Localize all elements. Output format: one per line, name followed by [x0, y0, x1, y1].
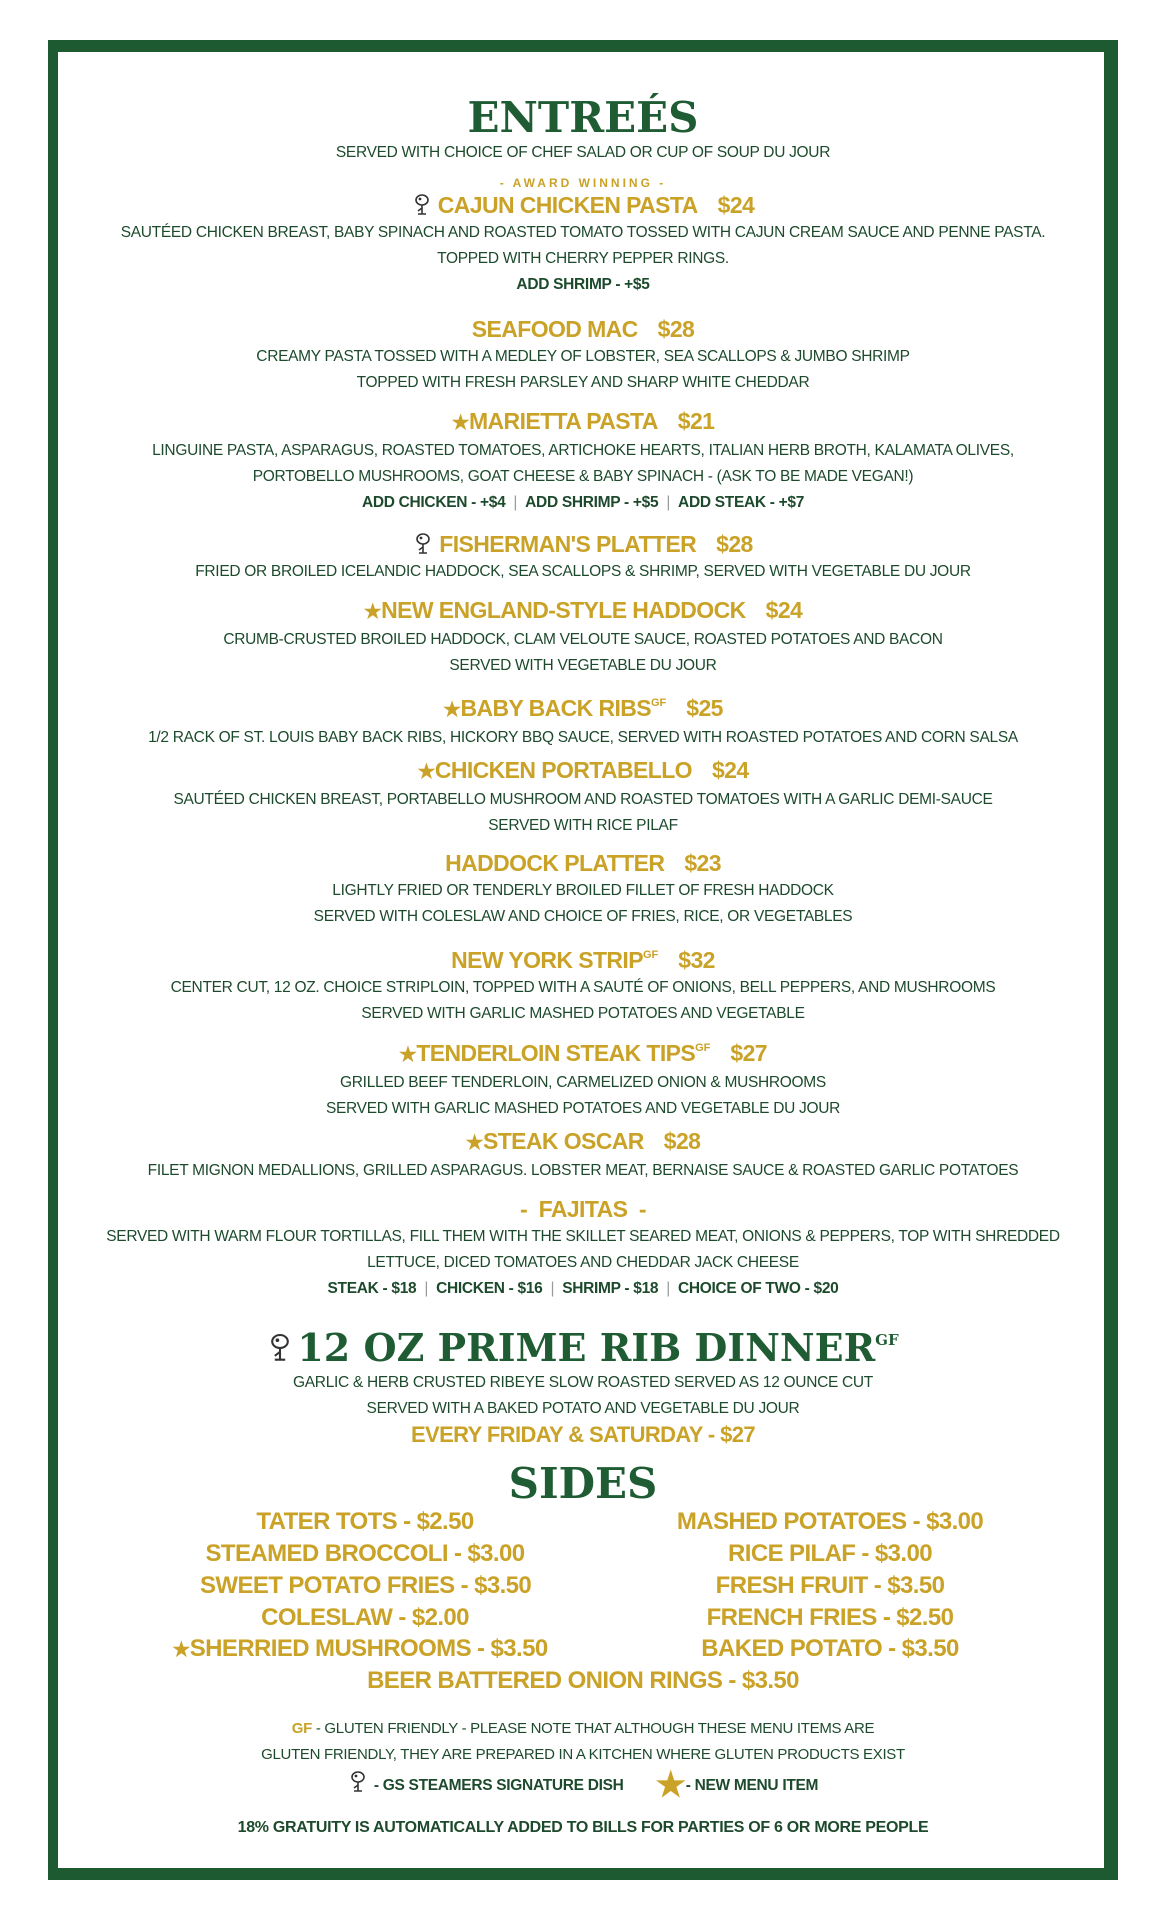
item-price: $24 — [711, 757, 749, 783]
menu-item-chicken-portabello — [0, 755, 1166, 839]
signature-dish-icon — [348, 1770, 368, 1794]
sides-title: SIDES — [508, 1459, 658, 1508]
item-name: SEAFOOD MAC — [471, 316, 638, 342]
side-item-onion-rings: BEER BATTERED ONION RINGS - $3.50 — [367, 1667, 799, 1694]
addon-separator: | — [513, 494, 518, 511]
item-name: BABY BACK RIBS — [460, 695, 651, 721]
prime-rib-availability: EVERY FRIDAY & SATURDAY - $27 — [410, 1422, 756, 1447]
menu-item-new-york-strip — [0, 940, 1166, 1027]
page-subtitle: SERVED WITH CHOICE OF CHEF SALAD OR CUP OF SOUP DU JOUR — [335, 144, 831, 161]
menu-item-new-england-haddock — [0, 595, 1166, 679]
item-name: NEW YORK STRIP — [451, 947, 643, 973]
signature-dish-icon — [267, 1332, 293, 1364]
item-description-line: LINGUINE PASTA, ASPARAGUS, ROASTED TOMATOES, ARTICHOKE HEARTS, ITALIAN HERB BROTH, KALAMATA OLIVES, — [152, 442, 1014, 459]
item-description-line: SERVED WITH GARLIC MASHED POTATOES AND VEGETABLE DU JOUR — [325, 1100, 841, 1117]
star-icon: ★ — [363, 601, 382, 623]
menu-item-fishermans-platter — [0, 529, 1166, 585]
star-icon: ★ — [417, 761, 435, 783]
gf-mark: GF — [695, 1042, 711, 1054]
item-price: $21 — [677, 408, 715, 434]
item-description-line: TOPPED WITH FRESH PARSLEY AND SHARP WHITE CHEDDAR — [356, 374, 810, 391]
item-price: $27 — [730, 1040, 767, 1066]
fajita-option: SHRIMP - $18 — [562, 1280, 659, 1297]
item-description-line: SERVED WITH COLESLAW AND CHOICE OF FRIES, RICE, OR VEGETABLES — [313, 908, 853, 925]
fajita-option: CHICKEN - $16 — [436, 1280, 543, 1297]
page-title: ENTREÉS — [467, 93, 699, 142]
item-description-line: SERVED WITH A BAKED POTATO AND VEGETABLE DU JOUR — [366, 1400, 800, 1417]
menu-item-seafood-mac — [0, 314, 1166, 396]
fajitas-title: - FAJITAS - — [520, 1196, 646, 1222]
item-description-line: SERVED WITH RICE PILAF — [488, 817, 678, 834]
item-price: $24 — [717, 192, 755, 218]
menu-item-tenderloin-steak-tips — [0, 1033, 1166, 1122]
item-description-line: SAUTÉED CHICKEN BREAST, PORTABELLO MUSHROOM AND ROASTED TOMATOES WITH A GARLIC DEMI-SAUCE — [173, 791, 993, 808]
item-description-line: SAUTÉED CHICKEN BREAST, BABY SPINACH AND ROASTED TOMATO TOSSED WITH CAJUN CREAM SAUCE AND PENNE PASTA. — [120, 224, 1046, 241]
item-price: $32 — [678, 947, 715, 973]
side-item: FRESH FRUIT - $3.50 — [715, 1572, 945, 1599]
side-item: TATER TOTS - $2.50 — [256, 1508, 474, 1535]
side-item: RICE PILAF - $3.00 — [728, 1540, 932, 1567]
signature-dish-icon — [413, 532, 433, 556]
item-description-line: CREAMY PASTA TOSSED WITH A MEDLEY OF LOBSTER, SEA SCALLOPS & JUMBO SHRIMP — [256, 348, 910, 365]
new-item-legend-label: - NEW MENU ITEM — [685, 1777, 819, 1794]
side-item: SWEET POTATO FRIES - $3.50 — [200, 1572, 532, 1599]
item-price: $24 — [765, 597, 803, 623]
star-icon: ★ — [172, 1639, 190, 1661]
item-description-line: CENTER CUT, 12 OZ. CHOICE STRIPLOIN, TOPPED WITH A SAUTÉ OF ONIONS, BELL PEPPERS, AND MUSHROOMS — [170, 979, 996, 996]
side-item-label: SHERRIED MUSHROOMS - $3.50 — [189, 1635, 548, 1662]
fajita-option: STEAK - $18 — [327, 1280, 417, 1297]
item-addon: ADD SHRIMP - +$5 — [516, 276, 650, 293]
item-price: $28 — [716, 531, 753, 557]
item-description-line: 1/2 RACK OF ST. LOUIS BABY BACK RIBS, HICKORY BBQ SAUCE, SERVED WITH ROASTED POTATOES AND CORN SALSA — [148, 729, 1018, 746]
addon-separator: | — [666, 1280, 670, 1297]
item-description-line: LIGHTLY FRIED OR TENDERLY BROILED FILLET OF FRESH HADDOCK — [332, 882, 834, 899]
gf-mark: GF — [651, 697, 667, 709]
item-name: FISHERMAN'S PLATTER — [439, 531, 697, 557]
side-item-sherried-mushrooms — [160, 1635, 560, 1663]
side-item: MASHED POTATOES - $3.00 — [676, 1508, 984, 1535]
gf-note-line: GLUTEN FRIENDLY, THEY ARE PREPARED IN A KITCHEN WHERE GLUTEN PRODUCTS EXIST — [261, 1746, 905, 1763]
item-description-line: GARLIC & HERB CRUSTED RIBEYE SLOW ROASTED SERVED AS 12 OUNCE CUT — [293, 1374, 873, 1391]
prime-rib-special — [0, 1318, 1166, 1448]
gratuity-note: 18% GRATUITY IS AUTOMATICALLY ADDED TO BILLS FOR PARTIES OF 6 OR MORE PEOPLE — [237, 1819, 929, 1836]
item-addon: ADD STEAK - +$7 — [678, 494, 805, 511]
addon-separator: | — [550, 1280, 555, 1297]
item-description-line: CRUMB-CRUSTED BROILED HADDOCK, CLAM VELOUTE SAUCE, ROASTED POTATOES AND BACON — [223, 631, 943, 648]
gf-note-line: - GLUTEN FRIENDLY - PLEASE NOTE THAT ALTHOUGH THESE MENU ITEMS ARE — [311, 1720, 875, 1737]
star-icon: ★ — [443, 699, 461, 721]
item-price: $25 — [686, 695, 723, 721]
item-name: CAJUN CHICKEN PASTA — [437, 192, 698, 218]
item-description-line: FILET MIGNON MEDALLIONS, GRILLED ASPARAGUS. LOBSTER MEAT, BERNAISE SAUCE & ROASTED GARLIC POTATOES — [147, 1162, 1019, 1179]
signature-legend-label: - GS STEAMERS SIGNATURE DISH — [373, 1777, 624, 1794]
item-price: $23 — [684, 850, 721, 876]
item-name: STEAK OSCAR — [482, 1128, 644, 1154]
item-addon: ADD CHICKEN - +$4 — [361, 494, 506, 511]
item-name: CHICKEN PORTABELLO — [434, 757, 692, 783]
star-icon: ★ — [655, 1766, 686, 1804]
signature-dish-icon — [412, 193, 432, 217]
item-name: NEW ENGLAND-STYLE HADDOCK — [381, 597, 746, 623]
gf-mark: GF — [875, 1331, 899, 1349]
gf-mark: GF — [642, 949, 659, 961]
side-item: FRENCH FRIES - $2.50 — [706, 1604, 954, 1631]
menu-item-marietta-pasta — [0, 406, 1166, 516]
legend — [0, 1716, 1166, 1803]
prime-rib-title: 12 OZ PRIME RIB DINNER — [297, 1325, 876, 1370]
fajita-option: CHOICE OF TWO - $20 — [677, 1280, 839, 1297]
item-name: HADDOCK PLATTER — [445, 850, 665, 876]
item-description-line: SERVED WITH WARM FLOUR TORTILLAS, FILL THEM WITH THE SKILLET SEARED MEAT, ONIONS & PEPPERS, TOP WITH SHREDDED — [106, 1228, 1060, 1245]
menu-item-fajitas — [0, 1194, 1166, 1302]
star-icon: ★ — [451, 412, 469, 434]
menu-item-cajun-chicken-pasta — [0, 176, 1166, 298]
star-icon: ★ — [399, 1044, 417, 1066]
item-description-line: FRIED OR BROILED ICELANDIC HADDOCK, SEA SCALLOPS & SHRIMP, SERVED WITH VEGETABLE DU JOUR — [195, 563, 971, 580]
side-item: COLESLAW - $2.00 — [261, 1604, 469, 1631]
addon-separator: | — [424, 1280, 429, 1297]
item-description-line: PORTOBELLO MUSHROOMS, GOAT CHEESE & BABY SPINACH - (ASK TO BE MADE VEGAN!) — [252, 468, 914, 485]
item-description-line: LETTUCE, DICED TOMATOES AND CHEDDAR JACK CHEESE — [367, 1254, 799, 1271]
item-name: TENDERLOIN STEAK TIPS — [416, 1040, 696, 1066]
item-addon: ADD SHRIMP - +$5 — [525, 494, 659, 511]
star-icon: ★ — [465, 1132, 483, 1154]
item-description-line: SERVED WITH GARLIC MASHED POTATOES AND VEGETABLE — [361, 1005, 805, 1022]
item-description-line: GRILLED BEEF TENDERLOIN, CARMELIZED ONION & MUSHROOMS — [340, 1074, 826, 1091]
gf-key: GF — [291, 1720, 312, 1737]
item-name: MARIETTA PASTA — [468, 408, 658, 434]
menu-item-haddock-platter — [0, 848, 1166, 930]
item-price: $28 — [657, 316, 695, 342]
award-badge: - AWARD WINNING - — [499, 176, 667, 190]
addon-separator: | — [666, 494, 671, 511]
item-description-line: TOPPED WITH CHERRY PEPPER RINGS. — [437, 250, 729, 267]
side-item: BAKED POTATO - $3.50 — [701, 1635, 959, 1662]
menu-item-baby-back-ribs — [0, 688, 1166, 751]
item-price: $28 — [663, 1128, 701, 1154]
menu-item-steak-oscar — [0, 1126, 1166, 1184]
side-item: STEAMED BROCCOLI - $3.00 — [205, 1540, 525, 1567]
item-description-line: SERVED WITH VEGETABLE DU JOUR — [449, 657, 717, 674]
